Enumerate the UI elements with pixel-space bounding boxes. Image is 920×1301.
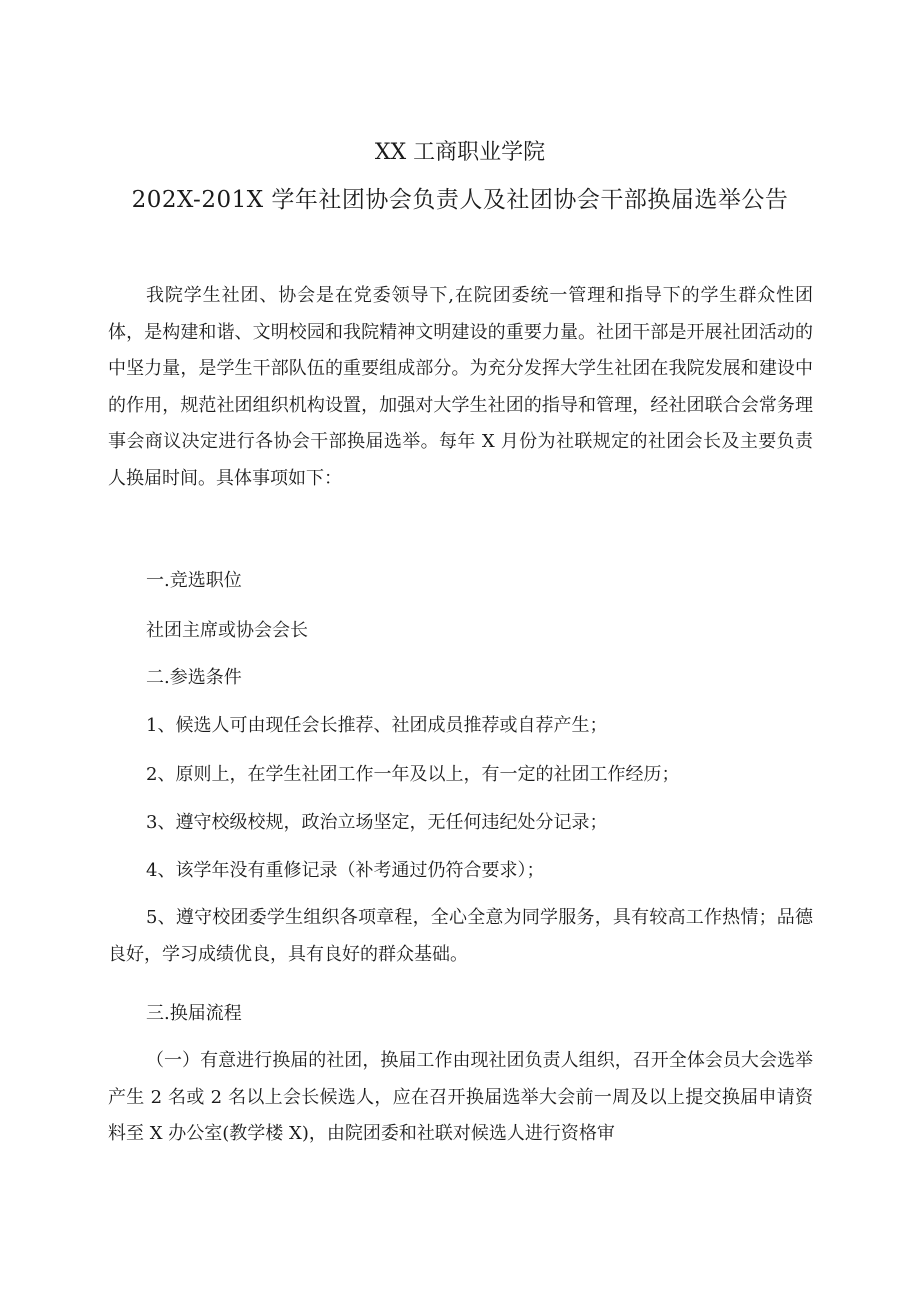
document-title-institution: XX 工商职业学院 [374, 140, 546, 165]
section3-heading: 三.换届流程 [146, 1003, 242, 1024]
condition-item-1: 1、候选人可由现任会长推荐、社团成员推荐或自荐产生； [146, 715, 608, 736]
process-paragraph-1: （一）有意进行换届的社团，换届工作由现社团负责人组织，召开全体会员大会选举产生 2 名或 2 名以上会长候选人，应在召开换届选举大会前一周及以上提交换届申请资料至 X 办公室(教学楼 X)，由院团委和社联对候选人进行资格审 [108, 1050, 813, 1145]
document-title-announcement: 202X-201X 学年社团协会负责人及社团协会干部换届选举公告 [131, 187, 789, 213]
condition-item-2: 2、原则上，在学生社团工作一年及以上，有一定的社团工作经历； [146, 764, 680, 785]
condition-item-3: 3、遵守校级校规，政治立场坚定，无任何违纪处分记录； [146, 812, 608, 833]
condition-item-4: 4、该学年没有重修记录（补考通过仍符合要求）； [146, 860, 545, 881]
section2-heading: 二.参选条件 [146, 667, 242, 688]
section1-heading: 一.竞选职位 [146, 570, 242, 591]
section1-body: 社团主席或协会会长 [146, 620, 308, 641]
intro-paragraph: 我院学生社团、协会是在党委领导下,在院团委统一管理和指导下的学生群众性团体，是构建和谐、文明校园和我院精神文明建设的重要力量。社团干部是开展社团活动的中坚力量，是学生干部队伍的重要组成部分。为充分发挥大学生社团在我院发展和建设中的作用，规范社团组织机构设置，加强对大学生社团的指导和管理，经社团联合会常务理事会商议决定进行各协会干部换届选举。每年 X 月份为社联规定的社团会长及主要负责人换届时间。具体事项如下： [108, 285, 813, 489]
condition-item-5: 5、遵守校团委学生组织各项章程，全心全意为同学服务，具有较高工作热情；品德良好，学习成绩优良，具有良好的群众基础。 [108, 907, 813, 965]
